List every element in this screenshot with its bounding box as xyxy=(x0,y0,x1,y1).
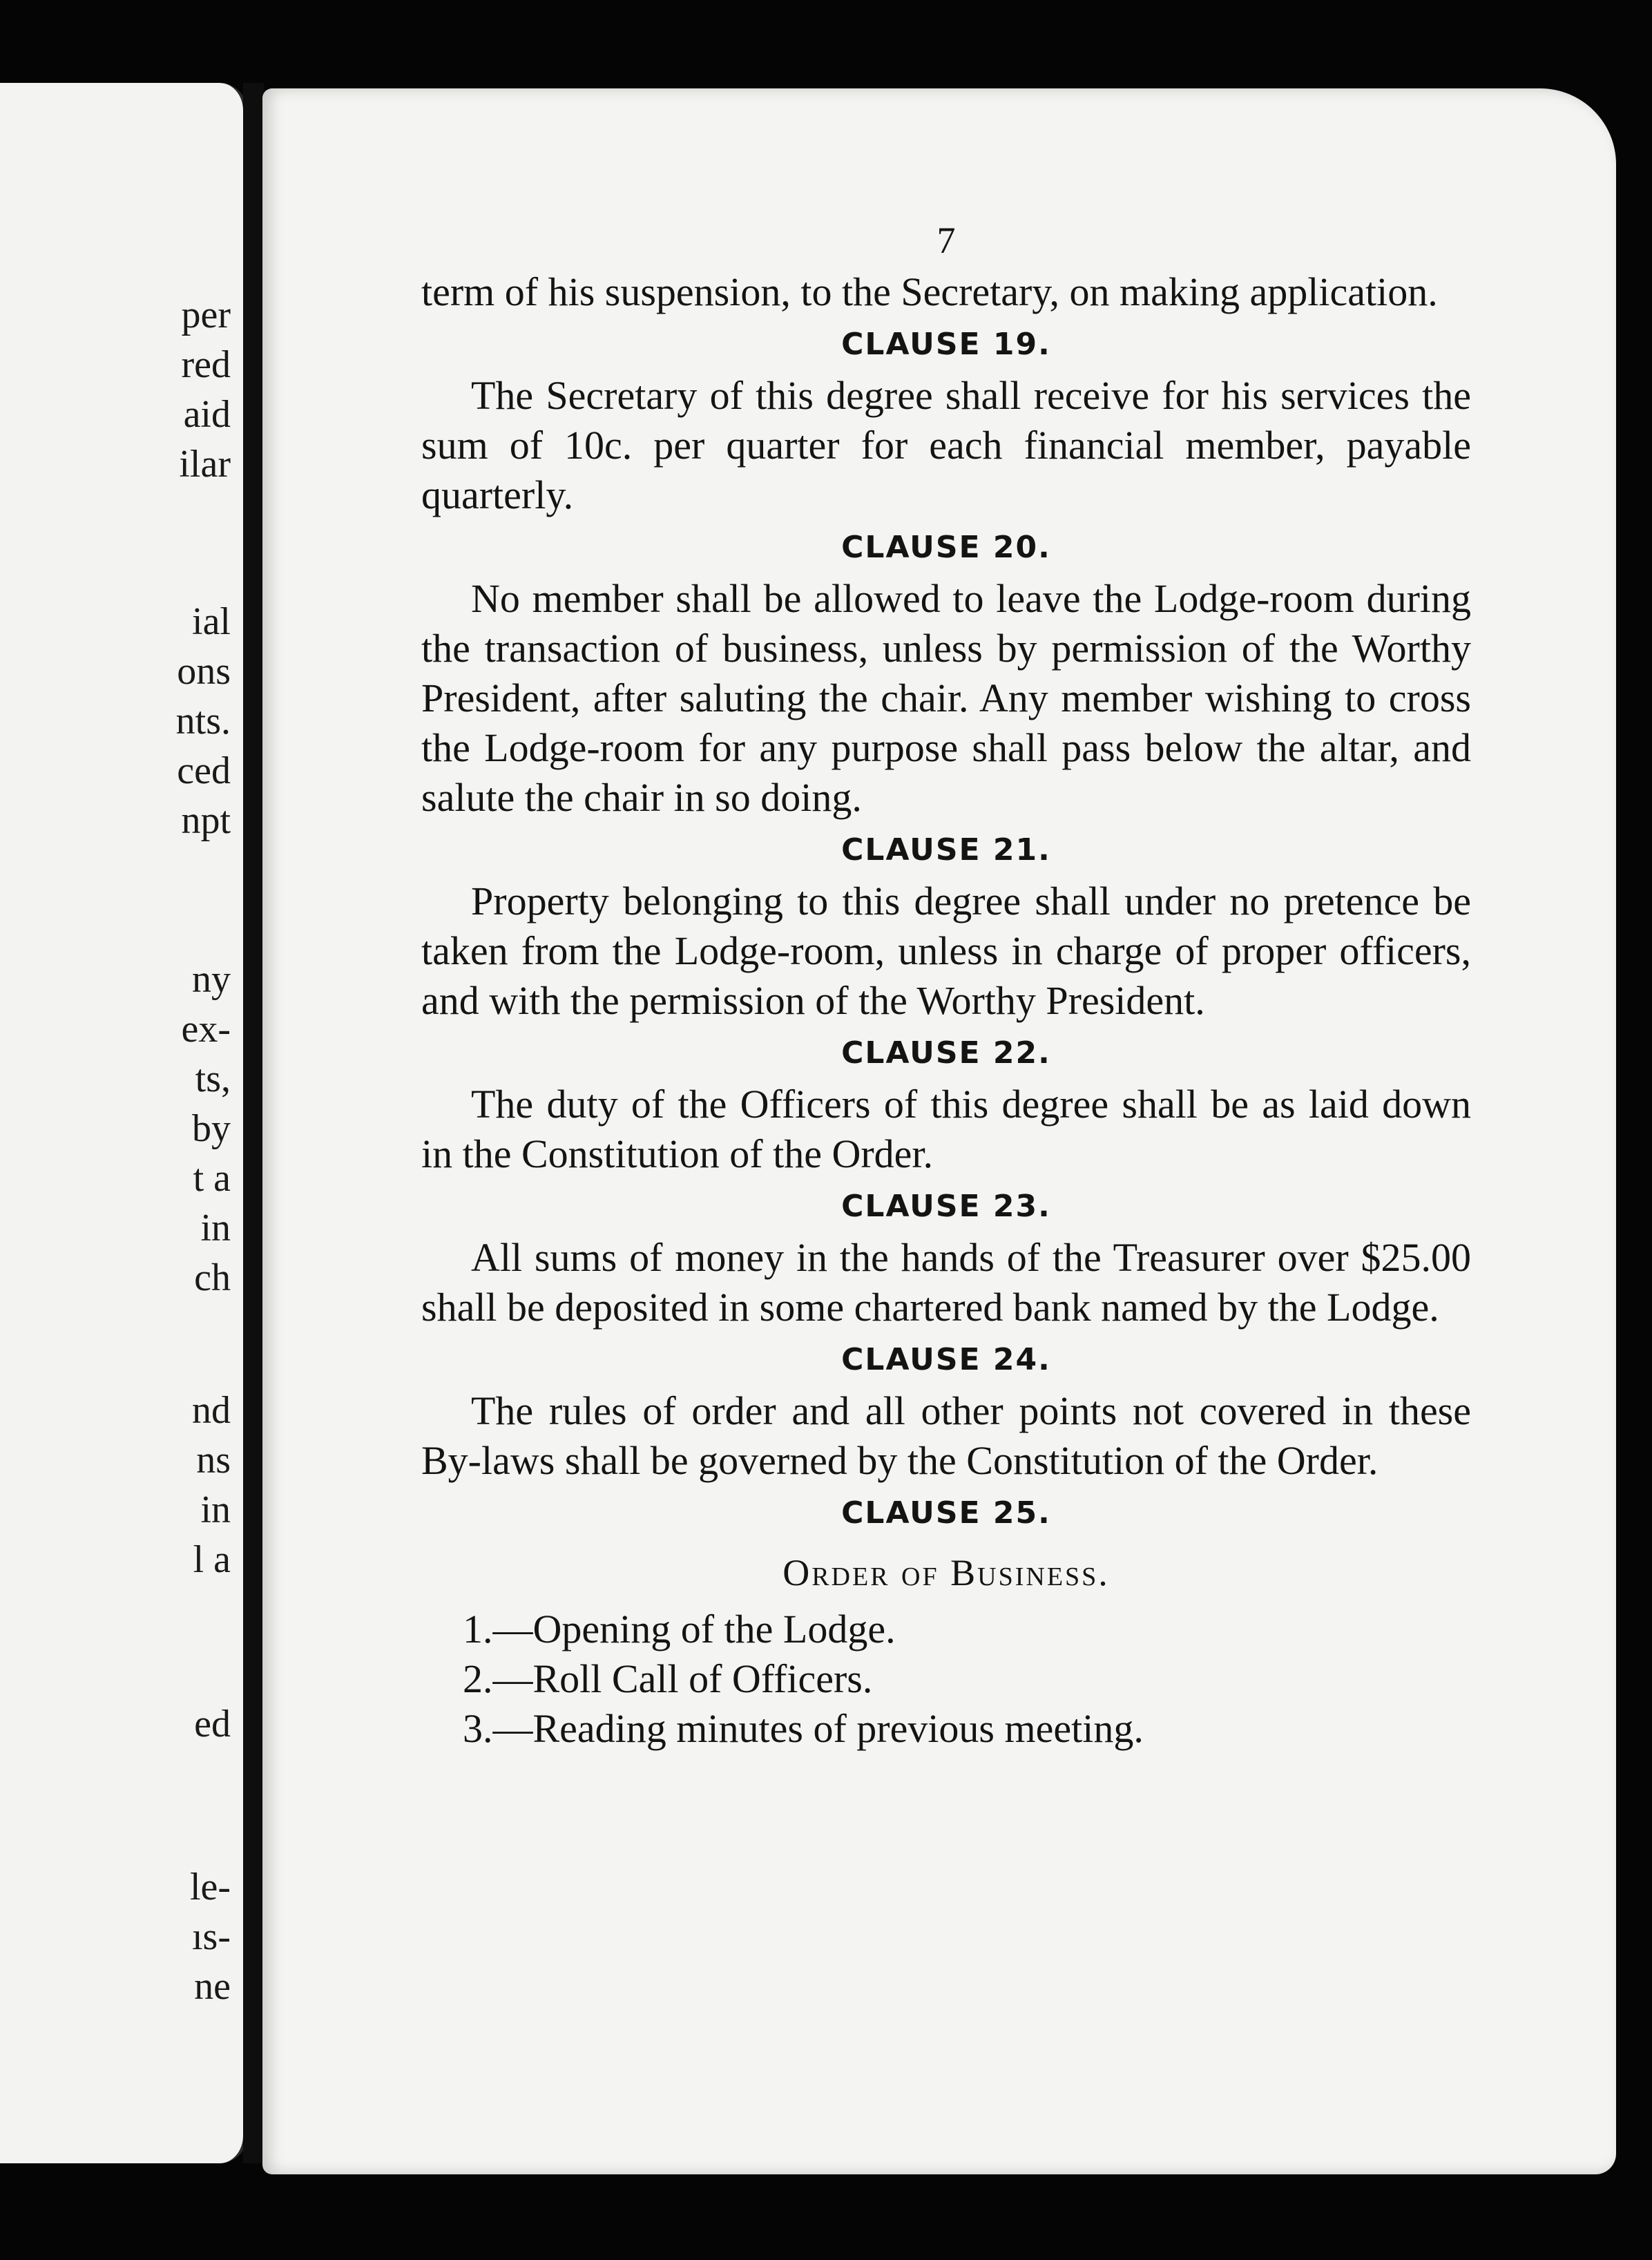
left-page-fragment: ch xyxy=(194,1256,231,1299)
left-page-fragment: by xyxy=(192,1107,231,1150)
left-page-fragment: ts, xyxy=(195,1057,231,1100)
left-page-fragment: le- xyxy=(189,1866,231,1908)
left-page-fragment: red xyxy=(181,343,231,386)
left-page-fragment: nts. xyxy=(175,700,231,743)
list-item: 3.—Reading minutes of previous meeting. xyxy=(463,1706,1144,1751)
left-page-fragment: in xyxy=(200,1207,231,1249)
left-page-fragment: npt xyxy=(181,799,231,842)
clause-section xyxy=(421,1334,1471,1486)
clause-heading: CLAUSE 23. xyxy=(841,1189,1051,1224)
clause-heading: CLAUSE 21. xyxy=(841,832,1051,868)
continuation-paragraph: term of his suspension, to the Secretary, on making application. xyxy=(421,269,1438,314)
left-page-fragment: ne xyxy=(194,1965,231,2008)
clause-text: The duty of the Officers of this degree shall be as laid down in the Constitution of the Order. xyxy=(421,1082,1471,1176)
clause-text: All sums of money in the hands of the Treasurer over $25.00 shall be deposited in some chartered bank named by the Lodge. xyxy=(421,1235,1471,1330)
left-page-fragment: ilar xyxy=(179,443,231,486)
left-page-fragment: ex- xyxy=(181,1008,231,1051)
page-number: 7 xyxy=(937,220,956,261)
left-page-fragment: ny xyxy=(192,958,231,1001)
order-of-business-section xyxy=(421,1487,1471,1754)
left-page-fragment: l a xyxy=(193,1538,231,1581)
left-page-fragment: ial xyxy=(192,600,231,643)
clause-heading: CLAUSE 20. xyxy=(841,530,1051,565)
left-page xyxy=(0,83,247,2163)
book-spine xyxy=(243,83,264,2163)
clause-text: Property belonging to this degree shall under no pretence be taken from the Lodge-room, unless in charge of proper officers, and with the permission of the Worthy President. xyxy=(421,879,1471,1023)
left-page-fragment: aid xyxy=(183,393,231,436)
right-page xyxy=(262,88,1616,2174)
left-page-fragment: ns xyxy=(196,1439,231,1482)
clause-text: The rules of order and all other points not covered in these By-laws shall be governed by the Constitution of the Order. xyxy=(421,1388,1471,1483)
list-item: 1.—Opening of the Lodge. xyxy=(463,1607,896,1651)
left-page-fragment: t a xyxy=(193,1157,231,1200)
clause-heading: CLAUSE 22. xyxy=(841,1035,1051,1071)
clause-section xyxy=(421,824,1471,1026)
clause-section xyxy=(421,318,1471,520)
clause-text: The Secretary of this degree shall receive for his services the sum of 10c. per quarter for each financial member, payable quarterly. xyxy=(421,373,1471,517)
left-page-fragment: ıs- xyxy=(192,1915,231,1958)
left-page-fragment: ons xyxy=(177,650,231,693)
clause-section xyxy=(421,1027,1471,1179)
clause-section xyxy=(421,521,1471,823)
left-page-fragment: in xyxy=(200,1488,231,1531)
list-item: 2.—Roll Call of Officers. xyxy=(463,1656,873,1701)
clause-text: No member shall be allowed to leave the Lodge-room during the transaction of business, unless by permission of the Worthy President, after saluting the chair. Any member wishing to cross the Lodge-room for any purpose shall pass below the altar, and salute the chair in so doing. xyxy=(421,576,1471,820)
clause-heading: CLAUSE 25. xyxy=(841,1495,1051,1531)
section-title: Order of Business. xyxy=(782,1552,1110,1593)
left-page-fragment: per xyxy=(181,294,231,336)
clause-section xyxy=(421,1180,1471,1332)
clause-heading: CLAUSE 19. xyxy=(841,327,1051,362)
page-content xyxy=(421,216,1471,1754)
order-of-business-list xyxy=(421,1605,1471,1754)
left-page-fragment: nd xyxy=(192,1389,231,1432)
left-page-fragment: ced xyxy=(177,749,231,792)
clause-heading: CLAUSE 24. xyxy=(841,1342,1051,1377)
left-page-fragment: ed xyxy=(194,1703,231,1745)
